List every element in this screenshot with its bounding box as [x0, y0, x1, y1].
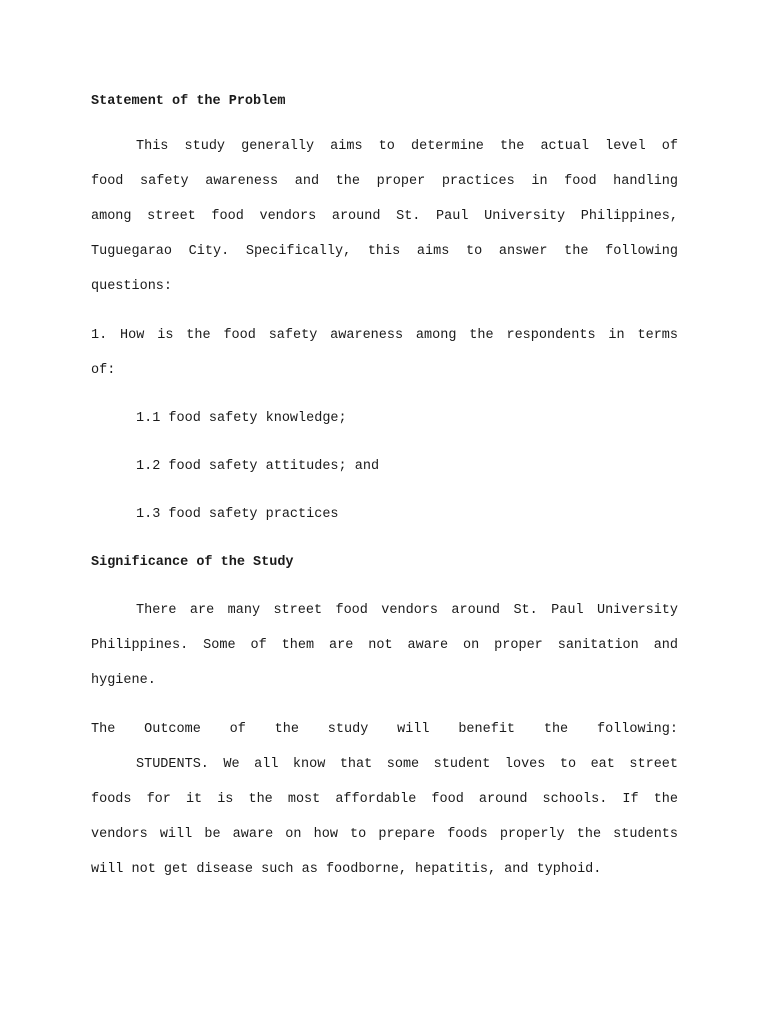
students-line-4: will not get disease such as foodborne, hepatitis, and typhoid.	[91, 862, 602, 877]
problem-line-2: food safety awareness and the proper practices in food handling	[91, 174, 678, 189]
problem-line-5: questions:	[91, 279, 173, 294]
sub-item-1-3: 1.3 food safety practices	[136, 507, 339, 522]
students-line-2: foods for it is the most affordable food around schools. If the	[91, 792, 678, 807]
sub-item-1-2: 1.2 food safety attitudes; and	[136, 459, 380, 474]
heading-statement-of-problem: Statement of the Problem	[91, 94, 286, 109]
students-line-1: STUDENTS. We all know that some student loves to eat street	[136, 757, 678, 772]
problem-line-4: Tuguegarao City. Specifically, this aims to answer the following	[91, 244, 678, 259]
outcome-line: The Outcome of the study will benefit the following:	[91, 722, 678, 737]
significance-line-2: Philippines. Some of them are not aware on proper sanitation and	[91, 638, 678, 653]
significance-line-3: hygiene.	[91, 673, 156, 688]
students-line-3: vendors will be aware on how to prepare foods properly the students	[91, 827, 678, 842]
problem-line-3: among street food vendors around St. Paul University Philippines,	[91, 209, 678, 224]
question-1-line-1: 1. How is the food safety awareness among the respondents in terms	[91, 328, 678, 343]
heading-significance-of-study: Significance of the Study	[91, 555, 294, 570]
question-1-line-2: of:	[91, 363, 116, 378]
problem-line-1: This study generally aims to determine the actual level of	[136, 139, 678, 154]
sub-item-1-1: 1.1 food safety knowledge;	[136, 411, 347, 426]
significance-line-1: There are many street food vendors around St. Paul University	[136, 603, 678, 618]
